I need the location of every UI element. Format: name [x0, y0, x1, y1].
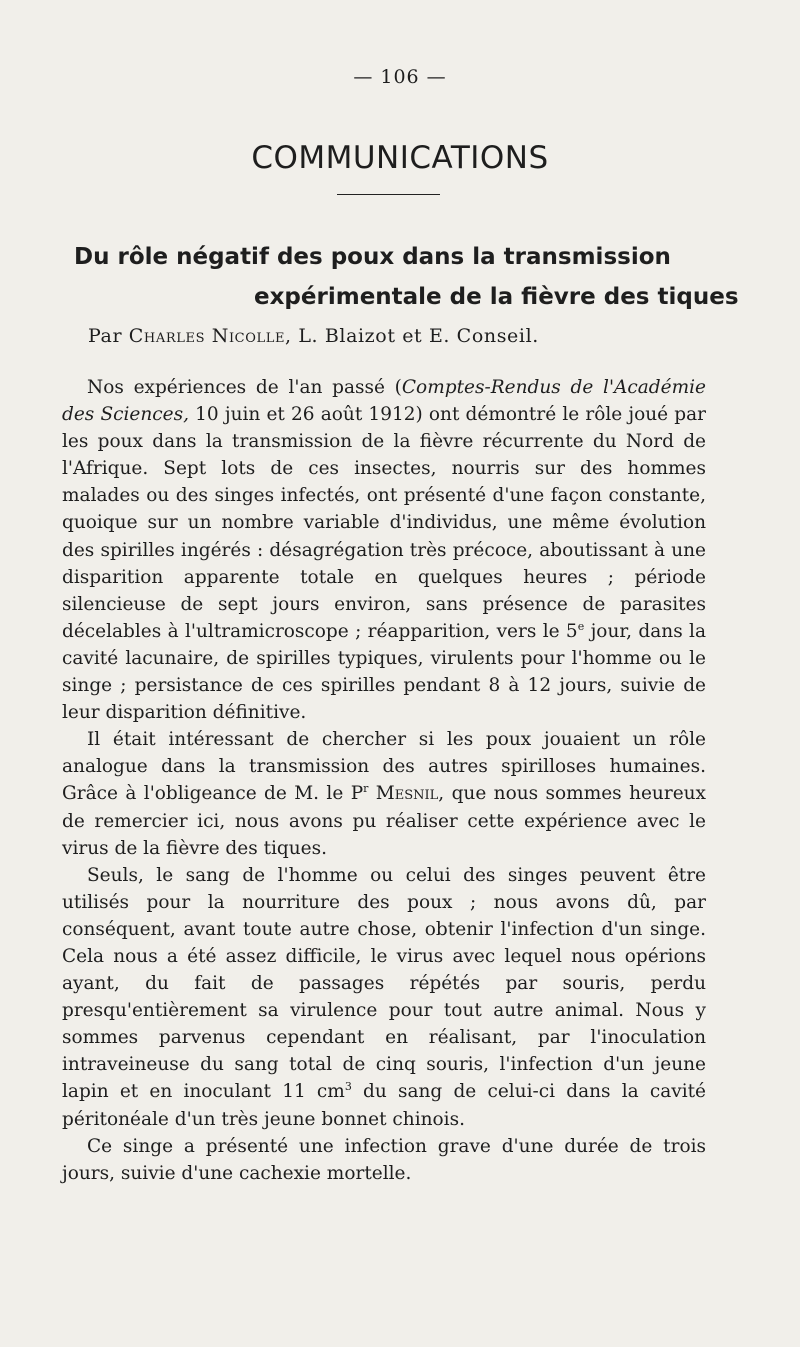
author-conjunction: et [402, 325, 423, 347]
authors-prefix: Par [88, 325, 123, 347]
article-body [62, 374, 706, 1187]
ordinal-superscript: e [577, 619, 585, 633]
paragraph-2-text-a: Il était intéressant de chercher si les poux jouaient un rôle analogue dans la transmission des autres spirilloses humaines. Grâce à l'obligeance de M. le P [62, 729, 706, 805]
paragraph-1-text-c: jour, dans la cavité lacunaire, de spirilles typiques, virulents pour l'homme ou le singe ; persistance de ces spirilles pendant 8 à 12 jours, suivie de leur disparition définitive. [62, 620, 706, 724]
paragraph-2-text-b: que nous sommes heureux de remercier ici, nous avons pu réaliser cette expérience avec le virus de la fièvre des tiques. [62, 783, 706, 859]
section-title: COMMUNICATIONS [251, 140, 549, 176]
author-line [88, 325, 728, 347]
paragraph-3 [62, 862, 706, 1133]
paragraph-2 [62, 726, 706, 861]
page-number: — 106 — [353, 66, 447, 88]
article-title-line-1: Du rôle négatif des poux dans la transmission [74, 244, 671, 270]
title-rule [337, 194, 440, 195]
cubic-superscript: 3 [344, 1080, 352, 1094]
person-name-mesnil: Mesnil, [368, 783, 445, 805]
paragraph-3-text-b: du sang de celui-ci dans la cavité péritonéale d'un très jeune bonnet chinois. [62, 1081, 706, 1130]
author-nicolle: Charles Nicolle, [128, 325, 292, 347]
paragraph-1 [62, 374, 706, 726]
article-title-line-2: expérimentale de la fièvre des tiques [254, 284, 739, 310]
article-title [60, 237, 750, 317]
paragraph-3-text-a: Seuls, le sang de l'homme ou celui des singes peuvent être utilisés pour la nourriture des poux ; nous avons dû, par conséquent, avant toute autre chose, obtenir l'infection d'un singe. Cela nous a été assez difficile, le virus avec lequel nous opérions ayant, du fait de passages répétés par souris, perdu presqu'entièrement sa virulence pour tout autre animal. Nous y sommes parvenus cependant en réalisant, par l'inoculation intraveineuse du sang total de cinq souris, l'infection d'un jeune lapin et en inoculant 11 cm [62, 864, 706, 1103]
paragraph-1-text-a: Nos expériences de l'an passé ( [87, 377, 402, 398]
professor-superscript: r [363, 782, 369, 796]
author-blaizot: L. Blaizot [298, 325, 396, 347]
citation-reference: Comptes-Rendus de l'Académie des Sciences, [62, 377, 706, 426]
paragraph-4: Ce singe a présenté une infection grave d'une durée de trois jours, suivie d'une cachexie mortelle. [62, 1135, 706, 1184]
paragraph-1-text-b: 10 juin et 26 août 1912) ont démontré le rôle joué par les poux dans la transmission de la fièvre récurrente du Nord de l'Afrique. Sept lots de ces insectes, nourris sur des hommes malades ou des singes infectés, ont présenté d'une façon constante, quoique sur un nombre variable d'individus, une même évolution des spirilles ingérés : désagrégation très précoce, aboutissant à une disparition apparente totale en quelques heures ; période silencieuse de sept jours environ, sans présence de parasites décelables à l'ultramicroscope ; réapparition, vers le 5 [62, 404, 706, 642]
author-conseil: E. Conseil. [428, 325, 539, 347]
